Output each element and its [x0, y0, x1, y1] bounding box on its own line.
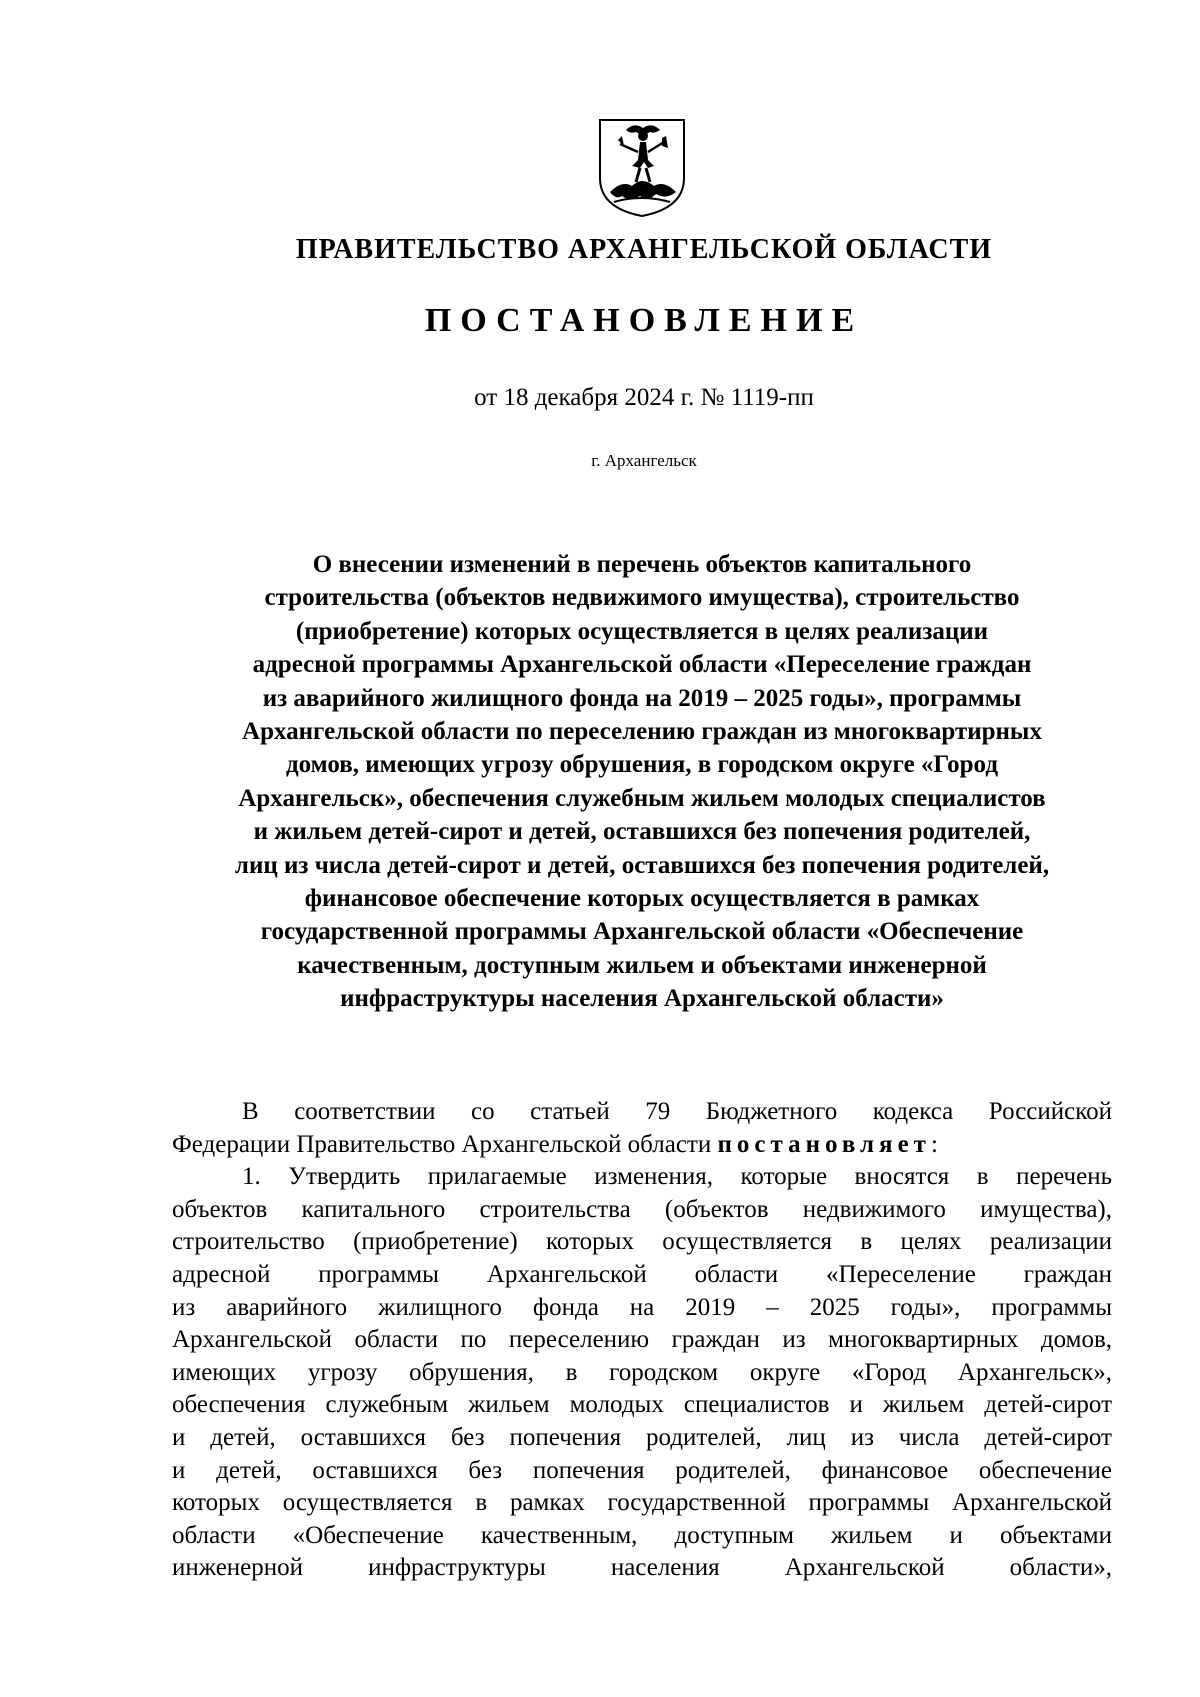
item-line: области «Обеспечение качественным, доступным жильем и объектами	[172, 1521, 1112, 1549]
coat-of-arms-emblem	[596, 116, 688, 218]
subject-line: О внесении изменений в перечень объектов капитального	[312, 551, 972, 578]
subject-line: адресной программы Архангельской области «Переселение граждан	[252, 651, 1032, 679]
preamble-text: Федерации Правительство Архангельской области	[172, 1130, 712, 1158]
document-subject-title	[172, 548, 1112, 1016]
document-body	[172, 1096, 1112, 1585]
item-line: из аварийного жилищного фонда на 2019 – 2025 годы», программы	[172, 1293, 1112, 1321]
item-line: и детей, оставшихся без попечения родителей, лиц из числа детей-сирот	[172, 1423, 1112, 1451]
item-line: адресной программы Архангельской области «Переселение граждан	[172, 1260, 1112, 1288]
item-line: обеспечения служебным жильем молодых специалистов и жильем детей-сирот	[172, 1391, 1112, 1419]
subject-line: инфраструктуры населения Архангельской области»	[340, 985, 944, 1013]
document-city: г. Архангельск	[591, 451, 697, 470]
resolution-keyword: постановляет	[717, 1130, 931, 1158]
subject-line: лиц из числа детей-сирот и детей, оставшихся без попечения родителей,	[234, 851, 1050, 879]
subject-line: домов, имеющих угрозу обрушения, в городском округе «Город	[286, 751, 998, 779]
item-line: и детей, оставшихся без попечения родителей, финансовое обеспечение	[172, 1456, 1112, 1484]
item-line: 1. Утвердить прилагаемые изменения, которые вносятся в перечень	[242, 1163, 1112, 1191]
document-type-heading: ПОСТАНОВЛЕНИЕ	[424, 302, 864, 339]
preamble-line	[172, 1129, 1112, 1162]
subject-line: и жильем детей-сирот и детей, оставшихся без попечения родителей,	[253, 818, 1031, 846]
preamble-line: В соответствии со статьей 79 Бюджетного кодекса Российской	[242, 1098, 1112, 1125]
item-line: строительство (приобретение) которых осуществляется в целях реализации	[172, 1228, 1112, 1256]
subject-line: финансовое обеспечение которых осуществляется в рамках	[304, 885, 980, 913]
item-line: инженерной инфраструктуры населения Архангельской области»,	[172, 1554, 1112, 1582]
subject-line: строительства (объектов недвижимого имущества), строительство	[264, 584, 1020, 612]
subject-line: качественным, доступным жильем и объектами инженерной	[297, 951, 987, 979]
item-line: которых осуществляется в рамках государственной программы Архангельской	[172, 1489, 1112, 1517]
document-date-number: от 18 декабря 2024 г. № 1119-пп	[474, 384, 814, 411]
subject-line: Архангельск», обеспечения служебным жильем молодых специалистов	[238, 784, 1046, 812]
item-line: имеющих угрозу обрушения, в городском округе «Город Архангельск»,	[172, 1358, 1112, 1386]
subject-line: (приобретение) которых осуществляется в целях реализации	[295, 617, 989, 645]
item-line: объектов капитального строительства (объектов недвижимого имущества),	[172, 1195, 1112, 1223]
organization-title: ПРАВИТЕЛЬСТВО АРХАНГЕЛЬСКОЙ ОБЛАСТИ	[295, 234, 993, 265]
preamble-colon: :	[930, 1130, 938, 1158]
subject-line: государственной программы Архангельской области «Обеспечение	[260, 918, 1024, 946]
item-line: Архангельской области по переселению граждан из многоквартирных домов,	[172, 1326, 1112, 1354]
subject-line: Архангельской области по переселению граждан из многоквартирных	[242, 718, 1042, 746]
subject-line: из аварийного жилищного фонда на 2019 – 2025 годы», программы	[262, 684, 1022, 712]
